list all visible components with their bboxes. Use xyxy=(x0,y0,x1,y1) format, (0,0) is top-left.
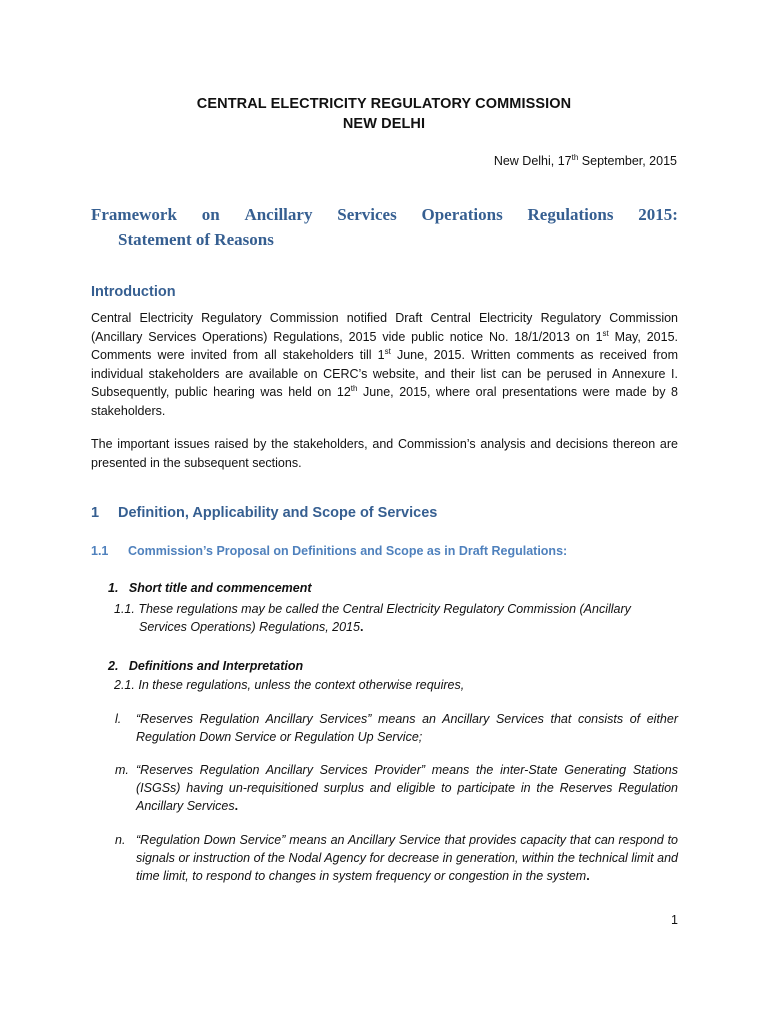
definition-item xyxy=(115,761,678,815)
title-word: Ancillary xyxy=(244,205,313,224)
section-title: Definition, Applicability and Scope of Services xyxy=(118,505,438,521)
intro-sup: st xyxy=(602,328,609,338)
item-title: Short title and commencement xyxy=(128,581,312,595)
subsection-title: Commission’s Proposal on Definitions and Scope as in Draft Regulations: xyxy=(128,544,568,558)
introduction-paragraph-1 xyxy=(91,309,678,420)
commission-name: CENTRAL ELECTRICITY REGULATORY COMMISSION xyxy=(196,96,572,112)
item-title: Definitions and Interpretation xyxy=(128,659,304,673)
intro-text: June, 2015, where oral presentations were made by 8 stakeholders. xyxy=(91,385,678,418)
definition-text: “Reserves Regulation Ancillary Services Provider” means the inter-State Generating Stations (ISGSs) having un-requisitioned surplus and eligible to participate in the Reserves Regulation Ancillary Services xyxy=(136,763,678,813)
item-number: 2. xyxy=(108,659,119,673)
dateline-sup: th xyxy=(571,153,579,162)
clause-number: 2.1. xyxy=(114,678,135,692)
subsection-number: 1.1 xyxy=(91,544,109,558)
item-1-heading xyxy=(108,579,312,597)
item-1-1-clause xyxy=(114,600,678,636)
dateline xyxy=(494,154,677,168)
definition-label: l. xyxy=(115,712,122,726)
definition-text: “Reserves Regulation Ancillary Services” means an Ancillary Services that consists of either Regulation Down Service or Regulation Up Service; xyxy=(136,712,678,744)
title-word: Framework xyxy=(91,205,177,224)
clause-text: Services Operations) Regulations, 2015 xyxy=(139,620,360,634)
clause-text: These regulations may be called the Central Electricity Regulatory Commission (Ancillary xyxy=(138,602,631,616)
introduction-paragraph-2: The important issues raised by the stakeholders, and Commission’s analysis and decisions thereon are presented in the subsequent sections. xyxy=(91,437,678,470)
definition-end: . xyxy=(234,799,239,813)
document-title xyxy=(91,202,678,252)
definition-item xyxy=(115,710,678,746)
intro-text: Central Electricity Regulatory Commission notified Draft Central Electricity Regulatory Commission (Ancillary Services Operations) Regulations, 2015 vide public notice No. 18/1/2013 on 1 xyxy=(91,311,678,344)
intro-text: June, 2015. Written comments as received from individual stakeholders are available on CERC’s website, and their list can be perused in Annexure I. Subsequently, public hearing was held on 12 xyxy=(91,348,679,399)
definition-label: n. xyxy=(115,833,126,847)
dateline-prefix: New Delhi, 17 xyxy=(493,154,572,168)
definition-end: . xyxy=(586,869,590,883)
section-1-1-heading xyxy=(91,544,567,558)
clause-number: 1.1. xyxy=(114,602,135,616)
definition-label: m. xyxy=(115,763,129,777)
clause-end: . xyxy=(359,620,364,634)
intro-sup: th xyxy=(350,384,358,393)
section-number: 1 xyxy=(91,505,100,521)
title-word: on xyxy=(201,205,220,224)
document-header xyxy=(0,94,768,134)
introduction-heading: Introduction xyxy=(91,284,176,300)
definition-text: “Regulation Down Service” means an Ancillary Service that provides capacity that can respond to signals or instruction of the Nodal Agency for decrease in generation, within the technical limit and time limit, to respond to changes in system frequency or congestion in the system xyxy=(136,833,678,883)
title-word: 2015: xyxy=(638,205,678,224)
clause-text: In these regulations, unless the context otherwise requires, xyxy=(138,678,465,692)
item-2-1-clause xyxy=(114,676,464,694)
title-line-2: Statement of Reasons xyxy=(118,230,274,249)
page-number: 1 xyxy=(671,913,678,927)
title-word: Services xyxy=(337,205,397,224)
item-2-heading xyxy=(108,657,303,675)
dateline-suffix: September, 2015 xyxy=(578,154,677,168)
title-word: Regulations xyxy=(527,205,614,224)
item-number: 1. xyxy=(108,581,119,595)
intro-sup: st xyxy=(384,347,391,356)
definition-item xyxy=(115,831,678,885)
title-word: Operations xyxy=(421,205,503,224)
commission-location: NEW DELHI xyxy=(342,116,426,132)
section-1-heading xyxy=(91,505,437,521)
title-line-1 xyxy=(91,202,678,227)
intro-text: May, 2015. Comments were invited from all stakeholders till 1 xyxy=(91,329,678,362)
